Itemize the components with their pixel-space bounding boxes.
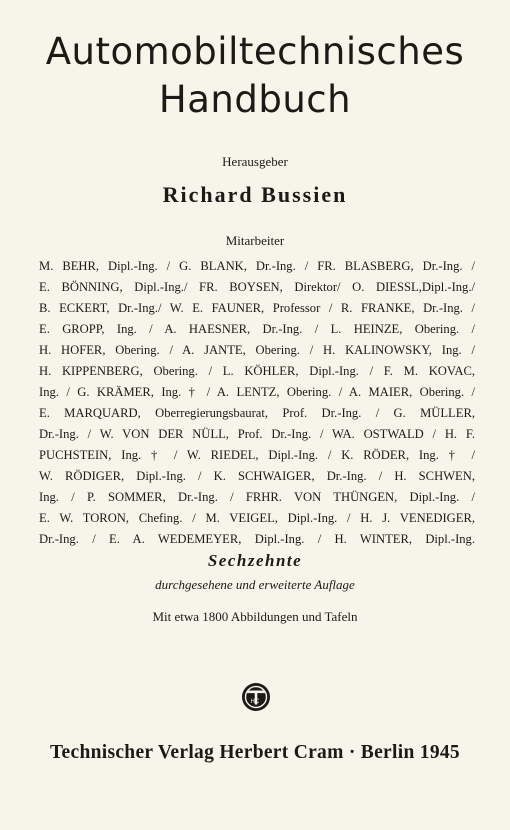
contributors-line: PUCHSTEIN, Ing. † / W. RIEDEL, Dipl.-Ing. / K. RÖDER, Ing. † / bbox=[39, 448, 475, 462]
contributors-line: Dr.-Ing. / W. VON DER NÜLL, Prof. Dr.-Ing. / WA. OSTWALD / H. F. bbox=[39, 427, 475, 441]
contributors-line: E. GROPP, Ing. / A. HAESNER, Dr.-Ing. / L. HEINZE, Obering. / bbox=[39, 322, 475, 336]
book-title-line-1: Automobiltechnisches bbox=[45, 30, 465, 73]
contributors-line: E. MARQUARD, Oberregierungsbaurat, Prof. Dr.-Ing. / G. MÜLLER, bbox=[39, 406, 475, 420]
logo-letters: HC bbox=[250, 699, 260, 705]
editor-name: Richard Bussien bbox=[162, 182, 348, 207]
contributors-line: Ing. / G. KRÄMER, Ing. † / A. LENTZ, Obering. / A. MAIER, Obering. / bbox=[39, 385, 475, 399]
publisher-logo-icon bbox=[241, 682, 271, 712]
contributors-line: B. ECKERT, Dr.-Ing./ W. E. FAUNER, Professor / R. FRANKE, Dr.-Ing. / bbox=[39, 301, 475, 315]
contributors-line: E. W. TORON, Chefing. / M. VEIGEL, Dipl.-Ing. / H. J. VENEDIGER, bbox=[39, 511, 475, 525]
contributors-line: Ing. / P. SOMMER, Dr.-Ing. / FRHR. VON THÜNGEN, Dipl.-Ing. / bbox=[39, 490, 475, 504]
contributors-list bbox=[39, 256, 475, 550]
contributors-line: E. BÖNNING, Dipl.-Ing./ FR. BOYSEN, Direktor/ O. DIESSL,Dipl.-Ing./ bbox=[39, 280, 475, 294]
book-title-line-2: Handbuch bbox=[158, 78, 352, 121]
contributors-line: H. HOFER, Obering. / A. JANTE, Obering. / H. KALINOWSKY, Ing. / bbox=[39, 343, 475, 357]
contributors-line: Dr.-Ing. / E. A. WEDEMEYER, Dipl.-Ing. / H. WINTER, Dipl.-Ing. bbox=[39, 532, 475, 546]
edition-number: Sechzehnte bbox=[207, 551, 303, 570]
contributors-line: W. RÖDIGER, Dipl.-Ing. / K. SCHWAIGER, Dr.-Ing. / H. SCHWEN, bbox=[39, 469, 475, 483]
editor-label: Herausgeber bbox=[222, 154, 288, 169]
illustrations-note: Mit etwa 1800 Abbildungen und Tafeln bbox=[152, 609, 358, 624]
contributors-line: H. KIPPENBERG, Obering. / L. KÖHLER, Dipl.-Ing. / F. M. KOVAC, bbox=[39, 364, 475, 378]
contributors-line: M. BEHR, Dipl.-Ing. / G. BLANK, Dr.-Ing. / FR. BLASBERG, Dr.-Ing. / bbox=[39, 259, 475, 273]
contributors-label: Mitarbeiter bbox=[225, 233, 285, 248]
publisher-line: Technischer Verlag Herbert Cram · Berlin 1945 bbox=[50, 742, 460, 763]
revision-note: durchgesehene und erweiterte Auflage bbox=[155, 577, 355, 592]
